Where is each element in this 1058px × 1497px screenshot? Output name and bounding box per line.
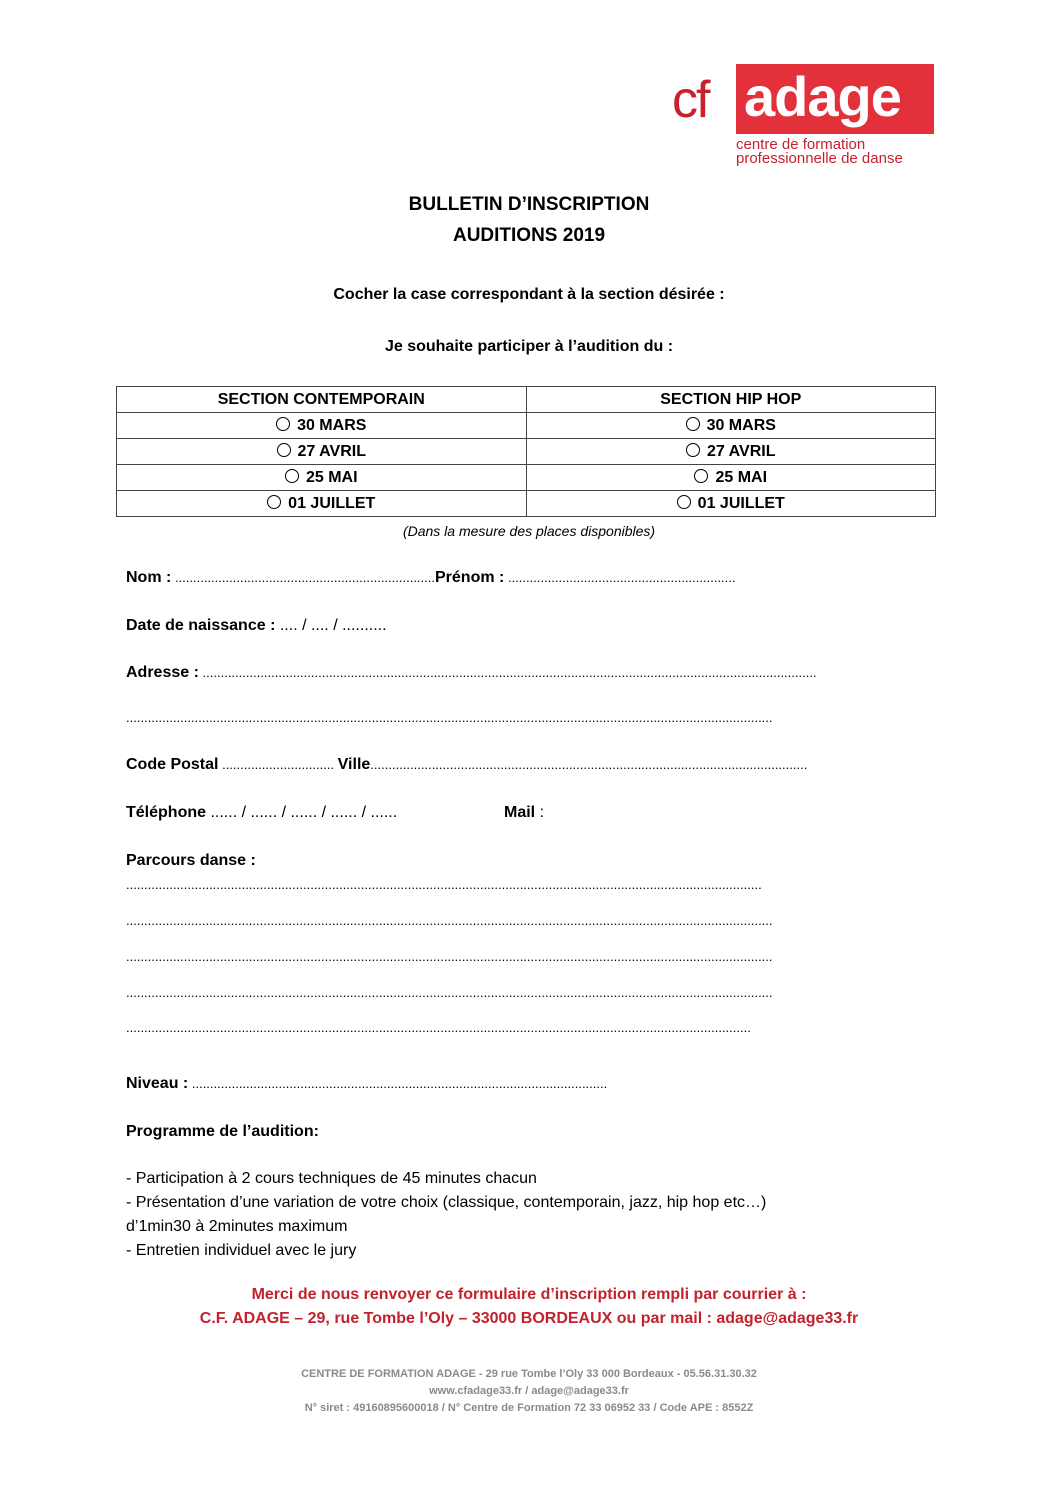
date-label: 30 MARS (706, 416, 776, 434)
niveau-row (126, 1074, 936, 1094)
date-label: 30 MARS (297, 416, 367, 434)
birth-label: Date de naissance : (126, 617, 276, 634)
page-subtitle: AUDITIONS 2019 (452, 225, 606, 246)
option-hiphop-4[interactable] (526, 491, 936, 517)
date-row (117, 413, 936, 439)
programme-item: d’1min30 à 2minutes maximum (126, 1218, 348, 1235)
radio-icon[interactable] (276, 417, 290, 431)
radio-icon[interactable] (277, 443, 291, 457)
address-field-line2[interactable]: ................................................................................................................................................................................... (126, 710, 773, 725)
option-hiphop-2[interactable] (526, 439, 936, 465)
date-label: 01 JUILLET (288, 494, 376, 512)
niveau-field[interactable]: ................................................................................................................... (188, 1076, 608, 1091)
birth-field[interactable]: .... / .... / .......... (275, 617, 387, 634)
date-label: 25 MAI (305, 468, 358, 486)
logo-adage-text: adage (744, 65, 901, 128)
parcours-line (126, 947, 936, 967)
page-title: BULLETIN D’INSCRIPTION (408, 194, 650, 215)
prenom-label: Prénom : (435, 569, 505, 586)
logo (672, 62, 934, 166)
parcours-field-3[interactable]: ................................................................................................................................................................................... (126, 949, 773, 964)
mail-field[interactable]: : (535, 804, 545, 821)
postal-city-row (126, 755, 936, 775)
date-label: 01 JUILLET (697, 494, 785, 512)
parcours-label: Parcours danse : (126, 852, 256, 869)
prenom-field[interactable]: ............................................................... (504, 570, 736, 585)
address-label: Adresse : (126, 664, 199, 681)
mail-label: Mail (504, 804, 536, 821)
birth-row (126, 616, 936, 636)
programme-title: Programme de l’audition: (126, 1123, 319, 1140)
parcours-line (126, 911, 936, 931)
radio-icon[interactable] (677, 495, 691, 509)
mail-row (504, 803, 704, 823)
radio-icon[interactable] (267, 495, 281, 509)
parcours-field-2[interactable]: ................................................................................................................................................................................... (126, 913, 773, 928)
parcours-field-4[interactable]: ................................................................................................................................................................................... (126, 985, 773, 1000)
city-label: Ville (337, 756, 371, 773)
instruction-text: Cocher la case correspondant à la section désirée : (333, 286, 725, 303)
radio-icon[interactable] (694, 469, 708, 483)
phone-field[interactable]: ...... / ...... / ...... / ...... / ...... (206, 804, 398, 821)
date-label: 27 AVRIL (707, 442, 776, 460)
option-contemporain-4[interactable] (117, 491, 527, 517)
sections-table (116, 386, 936, 517)
date-row (117, 439, 936, 465)
nom-field[interactable]: ........................................................................ (171, 570, 435, 585)
header-hiphop: SECTION HIP HOP (526, 387, 936, 413)
parcours-label-row (126, 851, 936, 871)
parcours-field-5[interactable]: ............................................................................................................................................................................. (126, 1020, 751, 1035)
programme-item: - Présentation d’une variation de votre choix (classique, contemporain, jazz, hip hop etc…) (126, 1194, 767, 1211)
logo-subtitle-line2: professionnelle de danse (736, 150, 903, 167)
header-contemporain: SECTION CONTEMPORAIN (117, 387, 527, 413)
postal-field[interactable]: ............................... (218, 757, 338, 772)
footer-line2: www.cfadage33.fr / adage@adage33.fr (429, 1385, 629, 1397)
footer-line1: CENTRE DE FORMATION ADAGE - 29 rue Tombe l’Oly 33 000 Bordeaux - 05.56.31.30.32 (301, 1368, 757, 1380)
niveau-label: Niveau : (126, 1075, 189, 1092)
date-row (117, 465, 936, 491)
logo-cf-text: cf (672, 71, 709, 129)
date-row (117, 491, 936, 517)
nom-prenom-row (126, 568, 936, 588)
option-hiphop-1[interactable] (526, 413, 936, 439)
return-notice-line2: C.F. ADAGE – 29, rue Tombe l’Oly – 33000 BORDEAUX ou par mail : adage@adage33.fr (199, 1310, 859, 1327)
radio-icon[interactable] (686, 417, 700, 431)
address-row (126, 663, 936, 683)
city-field[interactable]: ......................................................................................................................... (370, 757, 808, 772)
parcours-field-1[interactable]: ................................................................................................................................................................................ (126, 877, 762, 892)
logo-subtitle-line1: centre de formation (736, 136, 866, 153)
option-contemporain-3[interactable] (117, 465, 527, 491)
parcours-line (126, 1018, 936, 1038)
radio-icon[interactable] (686, 443, 700, 457)
programme-item: - Entretien individuel avec le jury (126, 1242, 357, 1259)
option-contemporain-1[interactable] (117, 413, 527, 439)
postal-label: Code Postal (126, 756, 219, 773)
sections-header-row (117, 387, 936, 413)
return-notice-line1: Merci de nous renvoyer ce formulaire d’inscription rempli par courrier à : (251, 1286, 807, 1303)
date-label: 27 AVRIL (297, 442, 366, 460)
phone-label: Téléphone (126, 804, 207, 821)
option-hiphop-3[interactable] (526, 465, 936, 491)
parcours-line (126, 875, 936, 895)
availability-note: (Dans la mesure des places disponibles) (402, 523, 656, 539)
footer-line3: N° siret : 49160895600018 / N° Centre de Formation 72 33 06952 33 / Code APE : 8552Z (304, 1402, 754, 1414)
option-contemporain-2[interactable] (117, 439, 527, 465)
parcours-line (126, 983, 936, 1003)
date-label: 25 MAI (715, 468, 768, 486)
programme-item: - Participation à 2 cours techniques de 45 minutes chacun (126, 1170, 537, 1187)
nom-label: Nom : (126, 569, 172, 586)
wish-text: Je souhaite participer à l’audition du : (384, 338, 674, 355)
address-line2 (126, 708, 936, 728)
address-field[interactable]: .......................................................................................................................................................................... (198, 665, 817, 680)
radio-icon[interactable] (285, 469, 299, 483)
